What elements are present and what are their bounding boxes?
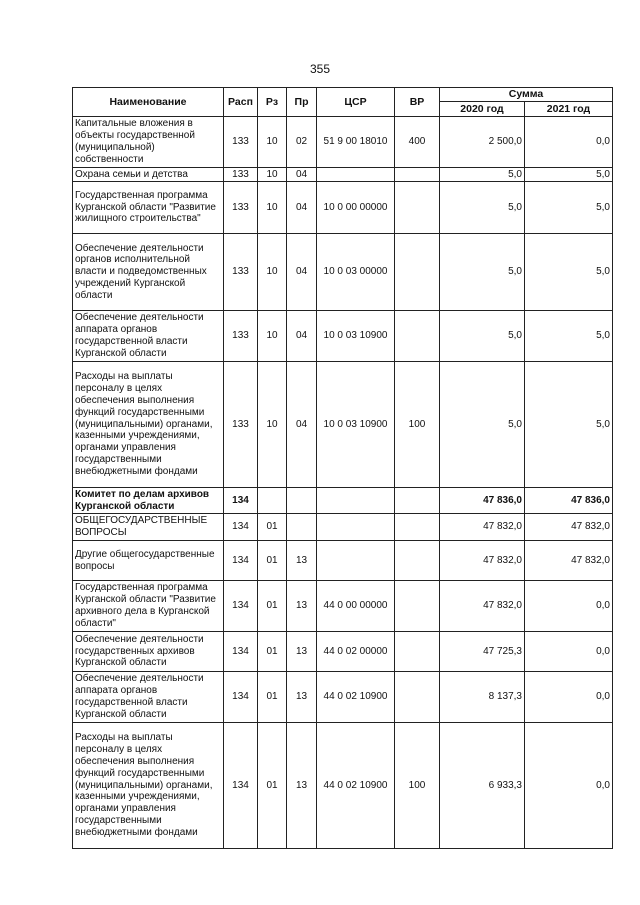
table-row [73, 234, 613, 311]
header-name: Наименование [73, 88, 224, 117]
row-csr: 44 0 02 10900 [317, 672, 395, 723]
row-vr: 100 [395, 723, 440, 849]
row-csr: 51 9 00 18010 [317, 117, 395, 168]
row-rz: 10 [258, 168, 287, 182]
row-rz: 10 [258, 362, 287, 488]
row-2021: 47 832,0 [525, 541, 613, 581]
row-vr: 400 [395, 117, 440, 168]
row-vr [395, 672, 440, 723]
row-vr [395, 632, 440, 672]
table-row [73, 488, 613, 514]
row-2020: 2 500,0 [440, 117, 525, 168]
table-row [73, 168, 613, 182]
row-vr [395, 488, 440, 514]
header-2021: 2021 год [525, 102, 613, 117]
row-2021: 5,0 [525, 362, 613, 488]
row-2020: 5,0 [440, 311, 525, 362]
header-rasp: Расп [224, 88, 258, 117]
row-rasp: 134 [224, 632, 258, 672]
row-2021: 5,0 [525, 311, 613, 362]
row-rz [258, 488, 287, 514]
table-row [73, 117, 613, 168]
row-2021: 0,0 [525, 581, 613, 632]
row-pr: 04 [287, 362, 317, 488]
row-name: Обеспечение деятельности органов исполнительной власти и подведомственных учреждений Курганской области [73, 234, 224, 311]
row-pr: 13 [287, 541, 317, 581]
row-name: Капитальные вложения в объекты государственной (муниципальной) собственности [73, 117, 224, 168]
row-name: Охрана семьи и детства [73, 168, 224, 182]
row-vr: 100 [395, 362, 440, 488]
row-pr: 04 [287, 311, 317, 362]
row-2021: 0,0 [525, 723, 613, 849]
row-2021: 0,0 [525, 632, 613, 672]
row-rasp: 133 [224, 362, 258, 488]
row-rasp: 133 [224, 234, 258, 311]
row-rasp: 133 [224, 311, 258, 362]
row-csr: 44 0 02 00000 [317, 632, 395, 672]
row-pr: 13 [287, 632, 317, 672]
header-pr: Пр [287, 88, 317, 117]
row-vr [395, 168, 440, 182]
table-row [73, 541, 613, 581]
row-pr [287, 514, 317, 541]
table-row [73, 311, 613, 362]
row-csr [317, 488, 395, 514]
row-pr: 04 [287, 234, 317, 311]
row-pr: 02 [287, 117, 317, 168]
row-rz: 01 [258, 541, 287, 581]
row-rasp: 134 [224, 581, 258, 632]
row-pr: 13 [287, 723, 317, 849]
row-2021: 47 836,0 [525, 488, 613, 514]
table-row [73, 514, 613, 541]
row-2021: 0,0 [525, 117, 613, 168]
row-csr: 10 0 00 00000 [317, 182, 395, 234]
table-row [73, 672, 613, 723]
row-name: Обеспечение деятельности государственных архивов Курганской области [73, 632, 224, 672]
row-rasp: 134 [224, 672, 258, 723]
row-name: ОБЩЕГОСУДАРСТВЕННЫЕ ВОПРОСЫ [73, 514, 224, 541]
table-row [73, 182, 613, 234]
row-rasp: 133 [224, 117, 258, 168]
row-csr: 10 0 03 00000 [317, 234, 395, 311]
row-vr [395, 182, 440, 234]
table-row [73, 632, 613, 672]
header-2020: 2020 год [440, 102, 525, 117]
row-2020: 47 832,0 [440, 514, 525, 541]
row-rz: 01 [258, 723, 287, 849]
row-2020: 5,0 [440, 362, 525, 488]
row-pr: 04 [287, 168, 317, 182]
row-2020: 6 933,3 [440, 723, 525, 849]
row-vr [395, 234, 440, 311]
budget-table [72, 87, 613, 849]
header-sum: Сумма [440, 88, 613, 102]
row-csr [317, 541, 395, 581]
row-pr: 13 [287, 581, 317, 632]
header-rz: Рз [258, 88, 287, 117]
row-2021: 5,0 [525, 168, 613, 182]
row-name: Другие общегосударственные вопросы [73, 541, 224, 581]
row-name: Обеспечение деятельности аппарата органов государственной власти Курганской области [73, 311, 224, 362]
row-2020: 5,0 [440, 234, 525, 311]
row-rz: 10 [258, 311, 287, 362]
row-vr [395, 514, 440, 541]
row-2021: 5,0 [525, 234, 613, 311]
row-2020: 5,0 [440, 182, 525, 234]
row-2020: 47 832,0 [440, 581, 525, 632]
row-name: Государственная программа Курганской области "Развитие жилищного строительства" [73, 182, 224, 234]
row-vr [395, 311, 440, 362]
row-rz: 10 [258, 182, 287, 234]
row-rz: 10 [258, 117, 287, 168]
header-csr: ЦСР [317, 88, 395, 117]
row-2021: 0,0 [525, 672, 613, 723]
row-name: Комитет по делам архивов Курганской области [73, 488, 224, 514]
row-csr: 10 0 03 10900 [317, 362, 395, 488]
table-row [73, 723, 613, 849]
row-2020: 47 836,0 [440, 488, 525, 514]
row-rasp: 133 [224, 182, 258, 234]
row-2021: 47 832,0 [525, 514, 613, 541]
row-rasp: 133 [224, 168, 258, 182]
row-name: Расходы на выплаты персоналу в целях обеспечения выполнения функций государственными (муниципальными) органами, казенными учреждениями, органами управления государственными внебюджетными фондами [73, 362, 224, 488]
row-rasp: 134 [224, 488, 258, 514]
row-vr [395, 541, 440, 581]
header-vr: ВР [395, 88, 440, 117]
row-2020: 8 137,3 [440, 672, 525, 723]
row-name: Расходы на выплаты персоналу в целях обеспечения выполнения функций государственными (муниципальными) органами, казенными учреждениями, органами управления государственными внебюджетными фондами [73, 723, 224, 849]
row-2020: 47 832,0 [440, 541, 525, 581]
row-vr [395, 581, 440, 632]
row-csr [317, 168, 395, 182]
row-csr: 44 0 02 10900 [317, 723, 395, 849]
row-2021: 5,0 [525, 182, 613, 234]
row-2020: 5,0 [440, 168, 525, 182]
row-rz: 01 [258, 514, 287, 541]
table-row [73, 362, 613, 488]
row-rz: 01 [258, 672, 287, 723]
row-rz: 01 [258, 632, 287, 672]
row-name: Государственная программа Курганской области "Развитие архивного дела в Курганской области" [73, 581, 224, 632]
row-rasp: 134 [224, 514, 258, 541]
row-csr [317, 514, 395, 541]
table-row [73, 581, 613, 632]
page-number: 355 [309, 62, 331, 76]
row-rz: 10 [258, 234, 287, 311]
row-pr [287, 488, 317, 514]
row-rz: 01 [258, 581, 287, 632]
row-pr: 13 [287, 672, 317, 723]
row-rasp: 134 [224, 723, 258, 849]
row-2020: 47 725,3 [440, 632, 525, 672]
row-pr: 04 [287, 182, 317, 234]
row-rasp: 134 [224, 541, 258, 581]
row-csr: 10 0 03 10900 [317, 311, 395, 362]
row-name: Обеспечение деятельности аппарата органов государственной власти Курганской области [73, 672, 224, 723]
row-csr: 44 0 00 00000 [317, 581, 395, 632]
